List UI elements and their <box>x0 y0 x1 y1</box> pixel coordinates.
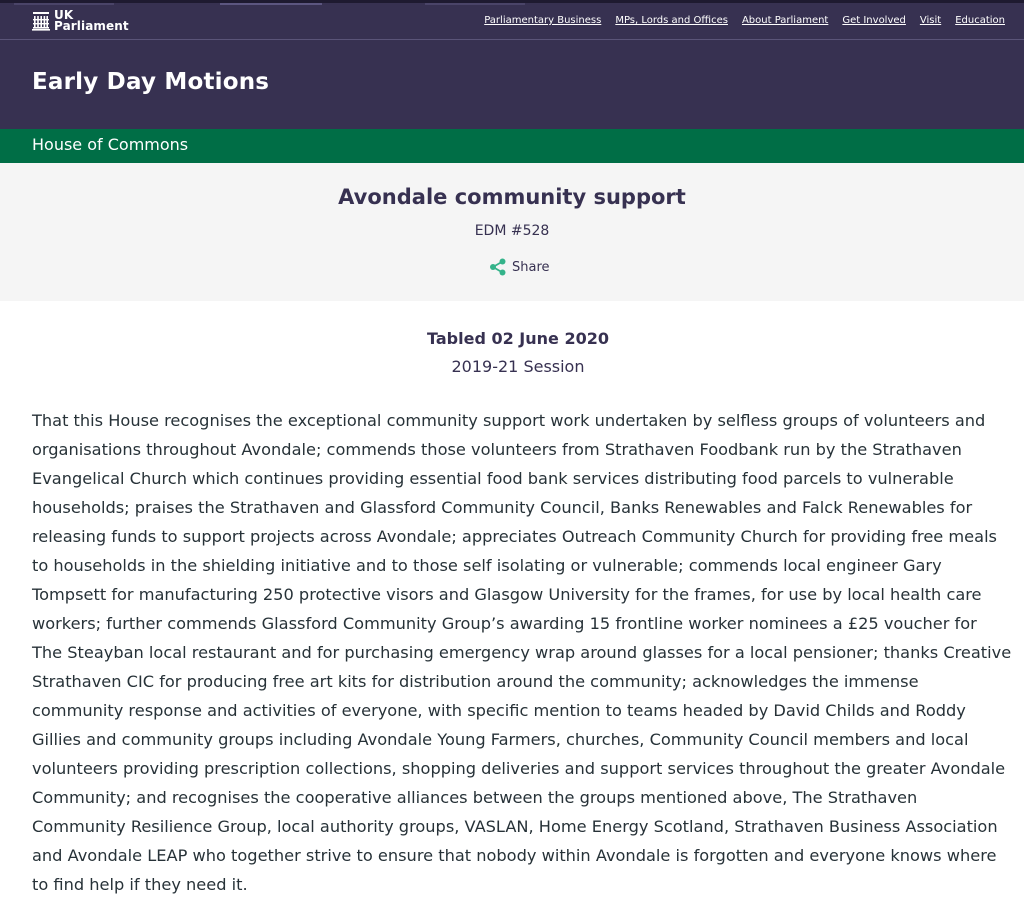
nav-mps-lords-offices[interactable]: MPs, Lords and Offices <box>615 15 728 26</box>
tab-strip-segment <box>220 3 322 5</box>
uk-parliament-logo[interactable] <box>32 10 129 32</box>
portcullis-icon <box>32 11 50 31</box>
tab-strip-segment <box>14 3 114 5</box>
tabled-date: Tabled 02 June 2020 <box>427 329 609 348</box>
motion-title-band <box>0 163 1024 301</box>
nav-education[interactable]: Education <box>955 15 1005 26</box>
logo-line-parliament: Parliament <box>54 19 129 33</box>
nav-get-involved[interactable]: Get Involved <box>842 15 906 26</box>
nav-about-parliament[interactable]: About Parliament <box>741 15 829 26</box>
edm-number: EDM #528 <box>474 223 550 239</box>
page-header <box>0 39 1024 129</box>
motion-title: Avondale community support <box>338 185 686 209</box>
logo-text <box>54 10 129 32</box>
nav-visit[interactable]: Visit <box>919 15 942 26</box>
house-banner <box>0 129 1024 163</box>
session-label: 2019-21 Session <box>451 357 585 376</box>
share-button[interactable] <box>489 258 550 276</box>
page-title: Early Day Motions <box>32 69 270 95</box>
logo-line-uk: UK <box>54 8 74 22</box>
main-nav <box>484 15 1005 26</box>
tab-strip-segment <box>425 3 525 5</box>
nav-parliamentary-business[interactable]: Parliamentary Business <box>484 15 602 26</box>
top-navigation-bar <box>0 0 1024 39</box>
motion-text: That this House recognises the exceptional community support work undertaken by selfless groups of volunteers and organisations throughout Avondale; commends those volunteers from Strathaven Foodbank run by the Strathaven Evangelical Church which continues providing essential food bank services distributing food parcels to vulnerable households; praises the Strathaven and Glassford Community Council, Banks Renewables and Falck Renewables for releasing funds to support projects across Avondale; appreciates Outreach Community Church for providing free meals to households in the shielding initiative and to those self isolating or vulnerable; commends local engineer Gary Tompsett for manufacturing 250 protective visors and Glasgow University for the frames, for use by local health care workers; further commends Glassford Community Group’s awarding 15 frontline worker nominees a £25 voucher for The Steayban local restaurant and for purchasing emergency wrap around glasses for a local pensioner; thanks Creative Strathaven CIC for producing free art kits for distribution around the community; acknowledges the immense community response and activities of everyone, with specific mention to teams headed by David Childs and Roddy Gillies and community groups including Avondale Young Farmers, churches, Community Council members and local volunteers providing prescription collections, shopping deliveries and support services throughout the greater Avondale Community; and recognises the cooperative alliances between the groups mentioned above, The Strathaven Community Resilience Group, local authority groups, VASLAN, Home Energy Scotland, Strathaven Business Association and Avondale LEAP who together strive to ensure that nobody within Avondale is forgotten and everyone knows where to find help if they need it. <box>32 411 1012 894</box>
share-label: Share <box>512 259 550 275</box>
share-icon <box>489 258 507 276</box>
house-label: House of Commons <box>32 135 189 154</box>
